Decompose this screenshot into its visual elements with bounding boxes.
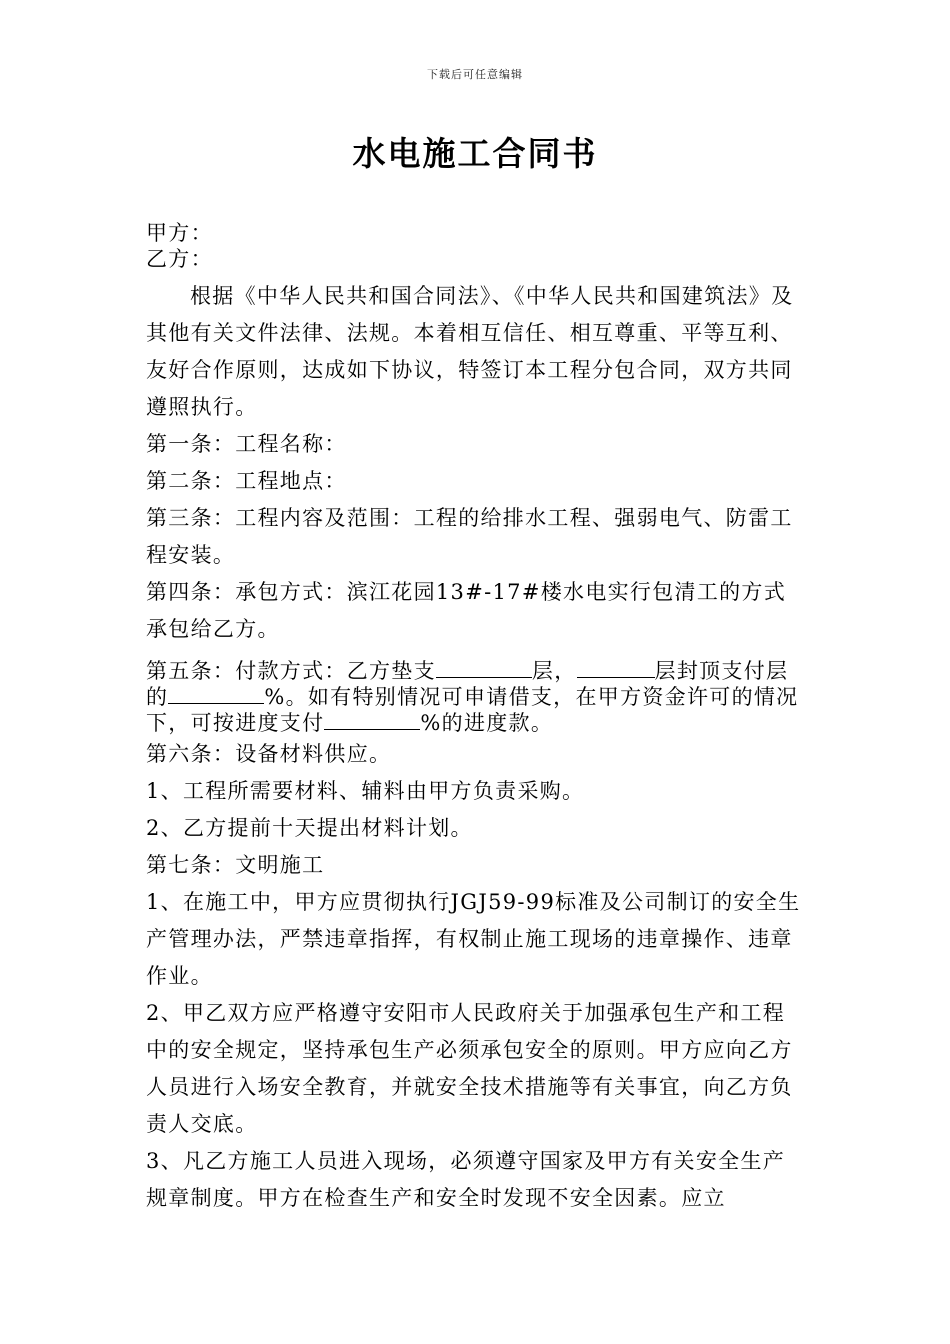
topping-floor-blank: [577, 659, 655, 678]
header-note: 下载后可任意编辑: [427, 68, 523, 81]
article-3: 第三条：工程内容及范围：工程的给排水工程、强弱电气、防雷工程安装。: [146, 506, 793, 567]
article-4: 第四条：承包方式：滨江花园13#-17#楼水电实行包清工的方式承包给乙方。: [146, 580, 787, 641]
article-7-item-2: 2、甲乙双方应严格遵守安阳市人民政府关于加强承包生产和工程中的安全规定，坚持承包生产必须承包安全的原则。甲方应向乙方人员进行入场安全教育，并就安全技术措施等有关事宜，向乙方负责人交底。: [146, 1001, 793, 1136]
document-title: 水电施工合同书: [352, 134, 598, 173]
article-1: 第一条：工程名称：: [146, 432, 347, 456]
article-5: [146, 658, 806, 736]
article-6-item-2: 2、乙方提前十天提出材料计划。: [146, 816, 473, 840]
article-7: 第七条：文明施工: [146, 853, 325, 877]
article-5-text-5: %的进度款。: [420, 711, 554, 735]
party-a-label: 甲方：: [146, 221, 213, 245]
article-5-text-4: %。如有特别情况可申请借支，在甲方资金许可的情况下，可按进度支付: [146, 685, 799, 735]
payment-percent-blank: [168, 685, 264, 704]
article-7-item-1: 1、在施工中，甲方应贯彻执行JGJ59-99标准及公司制订的安全生产管理办法，严禁违章指挥，有权制止施工现场的违章操作、违章作业。: [146, 890, 801, 988]
progress-percent-blank: [324, 711, 420, 730]
article-6-item-1: 1、工程所需要材料、辅料由甲方负责采购。: [146, 779, 585, 803]
contract-body: [146, 220, 806, 1217]
article-2: 第二条：工程地点：: [146, 469, 347, 493]
floors-advance-blank: [436, 659, 532, 678]
article-7-item-3: 3、凡乙方施工人员进入现场，必须遵守国家及甲方有关安全生产规章制度。甲方在检查生产和安全时发现不安全因素。应立: [146, 1149, 786, 1210]
article-5-text-2: 层，: [531, 659, 577, 683]
article-5-text-1: 第五条：付款方式：乙方垫支: [146, 659, 436, 683]
party-b-label: 乙方：: [146, 247, 213, 271]
article-5-text-3: 层封顶支付层的: [146, 659, 789, 709]
preamble-paragraph: 根据《中华人民共和国合同法》、《中华人民共和国建筑法》及其他有关文件法律、法规。本着相互信任、相互尊重、平等互利、友好合作原则，达成如下协议，特签订本工程分包合同，双方共同遵照执行。: [146, 284, 794, 419]
article-6: 第六条：设备材料供应。: [146, 742, 392, 766]
